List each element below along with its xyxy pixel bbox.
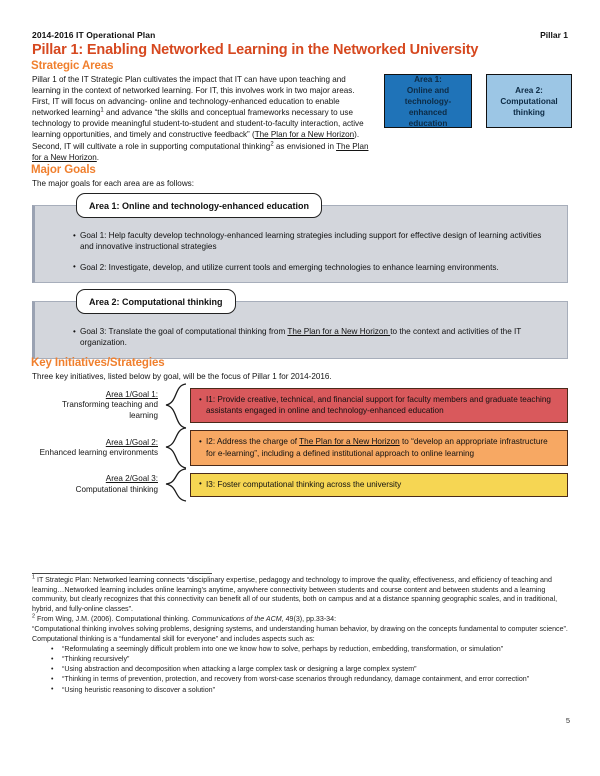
initiative-label-head: Area 1/Goal 2:: [105, 437, 158, 447]
major-goals-intro: The major goals for each area are as follows:: [32, 179, 194, 188]
initiative-text: • I3: Foster computational thinking across the university: [199, 479, 559, 490]
footnote-bullet: • “Using heuristic reasoning to discover a solution”: [62, 686, 572, 696]
footnote-2-body: “Computational thinking involves solving problems, designing systems, and understanding human behavior, by drawing on the concepts fundamental to computer science”. Computational thinking is a “fundamental skill for everyone” and includes aspects such as:: [32, 624, 568, 643]
section-heading-strategic-areas: Strategic Areas: [31, 60, 114, 72]
page-number: 5: [565, 716, 570, 725]
goal-item: • Goal 1: Help faculty develop technology-enhanced learning strategies including support for effective design of learning activities and innovative instructional strategies: [73, 230, 553, 253]
footnote-bullet-list: [32, 645, 572, 695]
header-pillar-label: Pillar 1: [540, 30, 568, 40]
initiative-box-3: [190, 473, 568, 497]
page-header: [32, 30, 568, 40]
area-2-label: Area 2:: [515, 85, 543, 95]
initiative-label: [32, 390, 162, 422]
area-1-label: Area 1:: [414, 74, 442, 84]
initiative-box-2: [190, 430, 568, 465]
initiative-row: [32, 473, 568, 497]
footnote-1: $^1$ IT Strategic Plan: Networked learning connects “disciplinary expertise, pedagogy and technology to improve the quality, effectiveness, and efficiency of teaching and learning…Networked learning includes online learning’s anytime, anywhere connectivity between students and course content and between students and a learning community, but clearly recognizes that this connectivity can benefit all of our students, both on campus and at a distance spanning geographic scales, and in traditional, hybrid, and fully-online classes”.: [32, 574, 558, 613]
footnote-bullet: • “Thinking in terms of prevention, protection, and recovery from worst-case scenarios through redundancy, damage containment, and error correction”: [62, 675, 572, 685]
key-initiatives-intro: Three key initiatives, listed below by goal, will be the focus of Pillar 1 for 2014-2016.: [32, 372, 332, 381]
goal-group-tab-area-2: Area 2: Computational thinking: [76, 289, 236, 314]
footnote-bullet: • “Using abstraction and decomposition when attacking a large complex task or designing a large complex system”: [62, 665, 572, 675]
initiative-label-body: Computational thinking: [75, 484, 158, 494]
initiative-row: [32, 430, 568, 465]
area-1-body: Online and technology-enhanced education: [404, 85, 452, 128]
footnotes-block: [32, 576, 572, 696]
footnote-bullet: • “Reformulating a seemingly difficult problem into one we know how to solve, perhaps by reduction, embedding, transformation, or simulation”: [62, 645, 572, 655]
page-title: Pillar 1: Enabling Networked Learning in the Networked University: [32, 42, 479, 58]
initiative-label-head: Area 2/Goal 3:: [105, 474, 158, 484]
initiative-label-body: Transforming teaching and learning: [62, 400, 158, 420]
goal-item: • Goal 2: Investigate, develop, and utilize current tools and emerging technologies to enhance learning environments.: [73, 262, 553, 273]
initiatives-group: [32, 388, 568, 504]
strategic-areas-paragraph: Pillar 1 of the IT Strategic Plan cultivates the impact that IT can have upon teaching and learning in the context of networked learning. For IT, this involves work in two major areas. First, IT will focus on advancing- online and technology-enhanced education to enable networked learning$^1$ and advance “the skills and conceptual frameworks necessary to use technology to provide meaningful student-to-student and student-to-faculty interaction, active learning opportunities, and timely and constructive feedback” (The Plan for a New Horizon). Second, IT will cultivate a role in supporting computational thinking$^2$ as envisioned in The Plan for a New Horizon.: [32, 75, 369, 162]
initiative-label-head: Area 1/Goal 1:: [105, 389, 158, 399]
section-heading-major-goals: Major Goals: [31, 164, 96, 176]
footnote-separator: [32, 573, 212, 574]
initiative-row: [32, 388, 568, 423]
initiative-label-body: Enhanced learning environments: [39, 448, 158, 458]
header-plan-title: 2014-2016 IT Operational Plan: [32, 30, 156, 40]
initiative-text: • I2: Address the charge of The Plan for a New Horizon to “develop an appropriate infrastructure for e-learning”, including a defined institutional approach to online learning: [199, 436, 559, 458]
area-1-box: [384, 74, 472, 128]
initiative-label: [32, 474, 162, 495]
initiative-text: • I1: Provide creative, technical, and financial support for faculty members and graduate teaching assistants engaged in online and technology-enhanced education: [199, 394, 559, 416]
initiative-box-1: [190, 388, 568, 423]
area-2-box: [486, 74, 572, 128]
area-2-body: Computational thinking: [500, 96, 558, 117]
footnote-2-citation: $^2$ From Wing, J.M. (2006). Computational thinking. Communications of the ACM, 49(3), pp.33-34:: [32, 613, 337, 623]
goal-group-tab-area-1: Area 1: Online and technology-enhanced education: [76, 193, 322, 218]
initiative-label: [32, 438, 162, 459]
footnote-bullet: • “Thinking recursively”: [62, 655, 572, 665]
goal-item: • Goal 3: Translate the goal of computational thinking from The Plan for a New Horizon to the context and activities of the IT organization.: [73, 326, 553, 349]
section-heading-key-initiatives: Key Initiatives/Strategies: [31, 357, 165, 369]
